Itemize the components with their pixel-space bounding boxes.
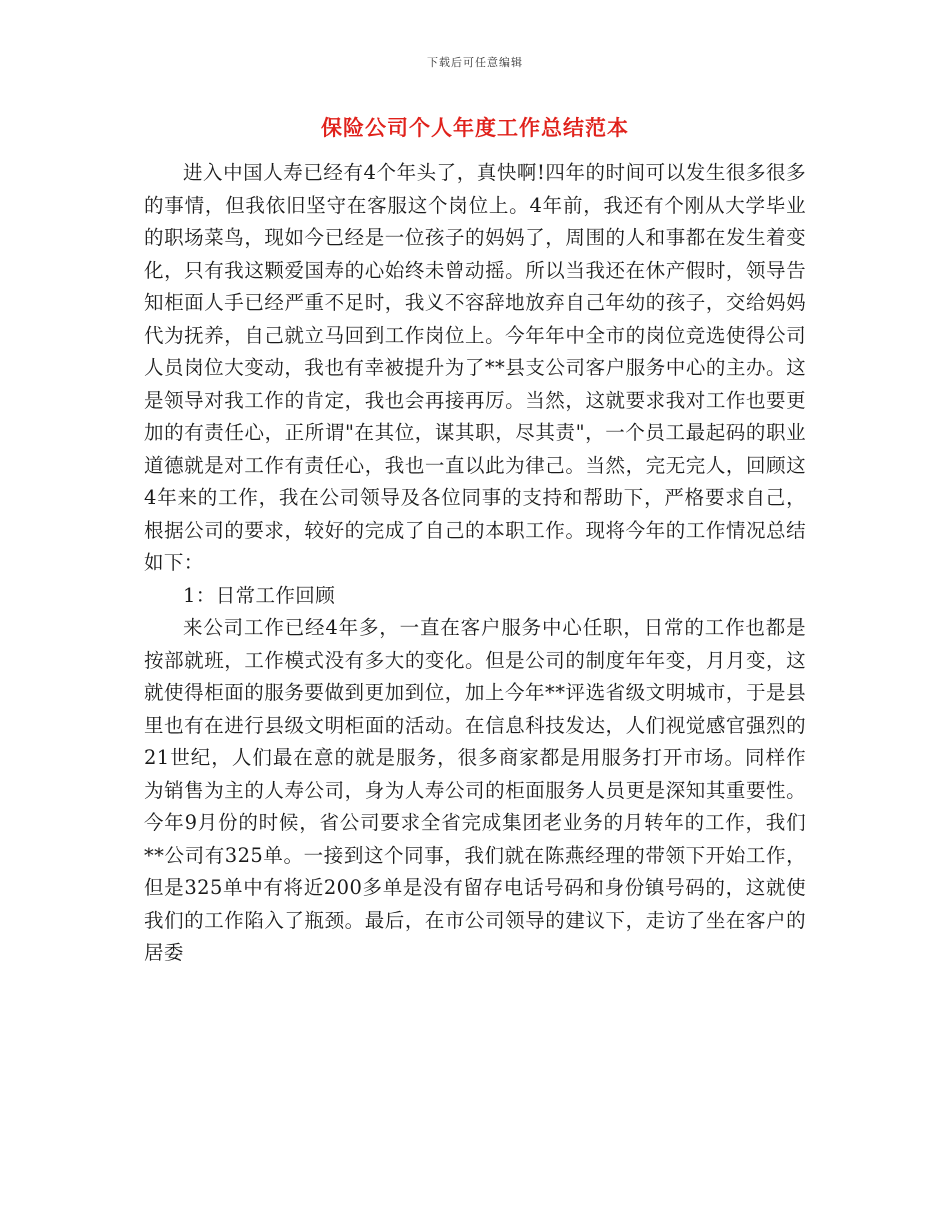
document-body — [144, 157, 806, 970]
section-heading-daily-work: 1：日常工作回顾 — [183, 583, 336, 607]
paragraph-daily-work: 来公司工作已经4年多，一直在客户服务中心任职，日常的工作也都是按部就班，工作模式没有多大的变化。但是公司的制度年年变，月月变，这就使得柜面的服务要做到更加到位，加上今年**评选省级文明城市，于是县里也有在进行县级文明柜面的活动。在信息科技发达，人们视觉感官强烈的21世纪，人们最在意的就是服务，很多商家都是用服务打开市场。同样作为销售为主的人寿公司，身为人寿公司的柜面服务人员更是深知其重要性。今年9月份的时候，省公司要求全省完成集团老业务的月转年的工作，我们**公司有325单。一接到这个同事，我们就在陈燕经理的带领下开始工作，但是325单中有将近200多单是没有留存电话号码和身份镇号码的，这就使我们的工作陷入了瓶颈。最后，在市公司领导的建议下，走访了坐在客户的居委 — [144, 616, 806, 964]
document-title: 保险公司个人年度工作总结范本 — [321, 115, 629, 140]
header-note: 下载后可任意编辑 — [427, 56, 523, 69]
paragraph-intro: 进入中国人寿已经有4个年头了，真快啊!四年的时间可以发生很多很多的事情，但我依旧坚守在客服这个岗位上。4年前，我还有个刚从大学毕业的职场菜鸟，现如今已经是一位孩子的妈妈了，周围的人和事都在发生着变化，只有我这颗爱国寿的心始终未曾动摇。所以当我还在休产假时，领导告知柜面人手已经严重不足时，我义不容辞地放弃自己年幼的孩子，交给妈妈代为抚养，自己就立马回到工作岗位上。今年年中全市的岗位竞选使得公司人员岗位大变动，我也有幸被提升为了**县支公司客户服务中心的主办。这是领导对我工作的肯定，我也会再接再厉。当然，这就要求我对工作也要更加的有责任心，正所谓"在其位，谋其职，尽其责"，一个员工最起码的职业道德就是对工作有责任心，我也一直以此为律己。当然，完无完人，回顾这4年来的工作，我在公司领导及各位同事的支持和帮助下，严格要求自己，根据公司的要求，较好的完成了自己的本职工作。现将今年的工作情况总结如下： — [144, 161, 806, 574]
